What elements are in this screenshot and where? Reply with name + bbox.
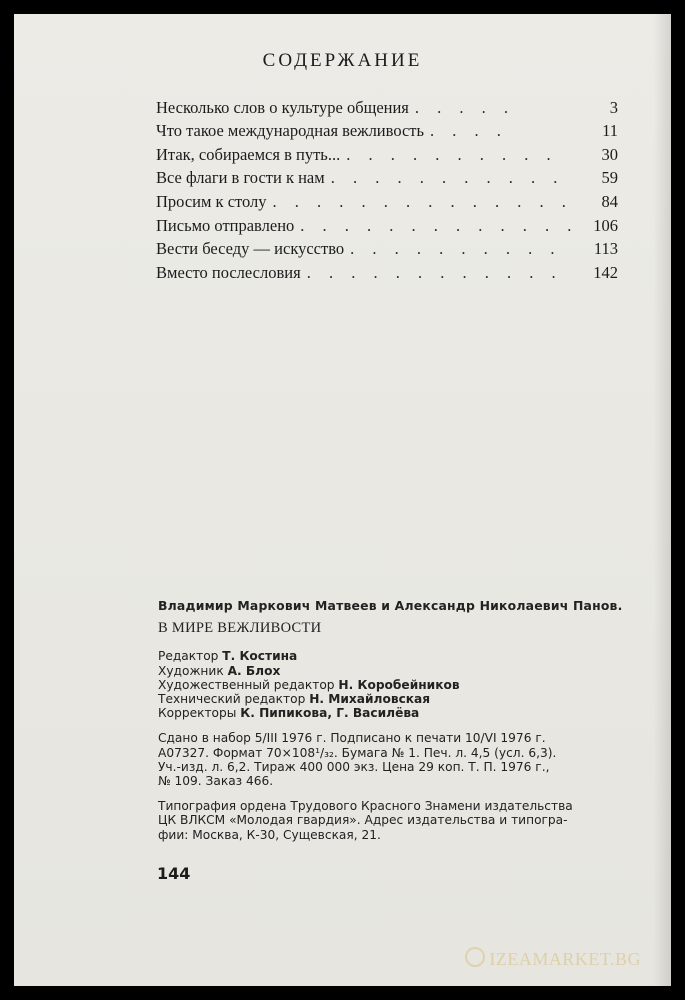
credit-line [158,664,658,678]
toc-entry-label: Просим к столу [156,191,267,211]
toc-entry-leader: . . . . . . . . . . [350,240,562,259]
imprint-block [158,599,658,842]
toc-entry-page: 3 [609,97,618,117]
toc-entry [156,211,618,235]
toc-entry [156,235,618,259]
toc-entry-page: 59 [601,168,618,188]
watermark [465,947,641,970]
toc-entry-page: 30 [601,144,618,164]
table-of-contents [156,93,618,282]
credit-name: Н. Коробейников [338,677,460,692]
toc-entry-label: Все флаги в гости к нам [156,168,325,188]
credit-name: К. Пипикова, Г. Василёва [240,706,420,721]
toc-entry-leader: . . . . . . . . . . . [330,169,565,188]
credit-name: Н. Михайловская [309,692,431,707]
watermark-text: IZEAMARKET.BG [489,949,641,969]
toc-entry-leader: . . . . . . . . . . . . . [300,216,579,235]
page-number: 144 [157,864,191,883]
credit-role: Художественный редактор [158,677,339,692]
toc-entry-label: Вести беседу — искусство [156,239,345,259]
credit-line [158,692,658,706]
toc-entry-leader: . . . . [430,122,508,141]
credit-role: Технический редактор [158,692,310,707]
toc-entry-page: 142 [593,262,618,282]
watermark-logo-icon [465,947,485,967]
toc-entry [156,187,618,211]
toc-entry-leader: . . . . . . . . . . [346,145,558,164]
toc-entry [156,258,618,282]
toc-entry [156,164,618,188]
toc-entry-page: 106 [593,215,618,235]
toc-entry [156,93,618,117]
book-page [14,14,671,986]
toc-entry [156,117,618,141]
credit-line [158,678,658,692]
toc-entry-label: Письмо отправлено [156,215,295,235]
credit-role: Корректоры [158,706,241,721]
printing-details [158,799,658,842]
authors-line: Владимир Маркович Матвеев и Александр Николаевич Панов. [158,598,623,613]
publication-line: Уч.-изд. л. 6,2. Тираж 400 000 экз. Цена 29 коп. Т. П. 1976 г., [158,759,550,774]
credit-name: Т. Костина [222,649,298,664]
toc-entry-leader: . . . . . [414,98,516,117]
publication-line: Сдано в набор 5/III 1976 г. Подписано к печати 10/VI 1976 г. [158,731,546,746]
toc-entry-leader: . . . . . . . . . . . . . . [272,192,573,211]
toc-entry-label: Вместо послесловия [156,262,301,282]
publication-line: А07327. Формат 70×108¹/₃₂. Бумага № 1. Печ. л. 4,5 (усл. 6,3). [158,745,557,760]
toc-entry-label: Что такое международная вежливость [156,121,425,141]
toc-entry-page: 11 [602,121,618,141]
credits-list [158,649,658,720]
toc-entry-leader: . . . . . . . . . . . . [306,263,563,282]
publication-line: № 109. Заказ 466. [158,774,274,789]
credit-line [158,706,658,720]
publication-details [158,731,658,788]
printing-line: фии: Москва, К-30, Сущевская, 21. [158,827,381,842]
toc-entry-label: Несколько слов о культуре общения [156,97,409,117]
credit-role: Редактор [158,649,223,664]
printing-line: ЦК ВЛКСМ «Молодая гвардия». Адрес издательства и типогра- [158,813,568,828]
toc-entry-page: 84 [601,191,618,211]
toc-entry-label: Итак, собираемся в путь... [156,144,341,164]
toc-entry [156,140,618,164]
toc-entry-page: 113 [593,239,618,259]
book-title: В МИРЕ ВЕЖЛИВОСТИ [158,620,322,637]
toc-title: СОДЕРЖАНИЕ [262,50,423,71]
credit-line [158,649,658,663]
printing-line: Типография ордена Трудового Красного Знамени издательства [158,799,573,814]
credit-role: Художник [158,663,228,678]
credit-name: А. Блох [227,663,281,678]
